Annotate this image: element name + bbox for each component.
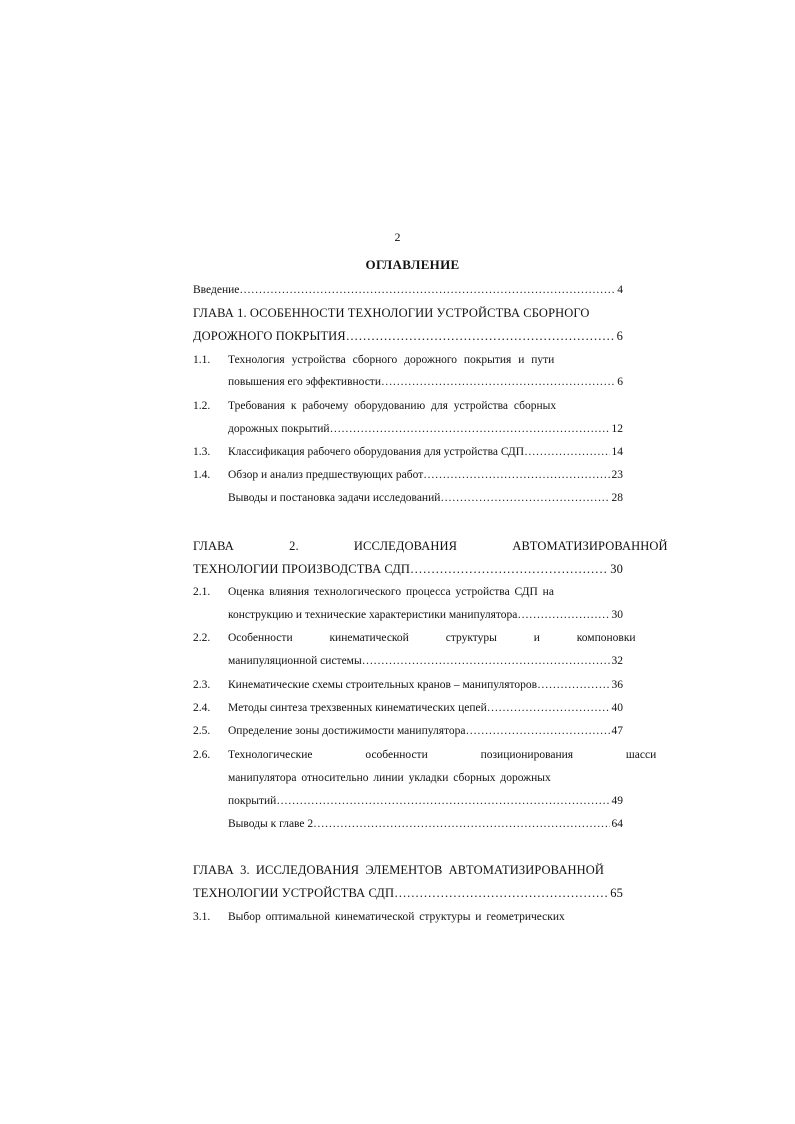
leader-dots (362, 653, 610, 669)
toc-entry-2-6-cont2: покрытий …………………………………………………………………………………………………………………… 49 (228, 793, 623, 809)
toc-entry-1-4: 1.4. Обзор и анализ предшествующих работ …………………………………………………………………………………………………………………… 23 (193, 467, 623, 483)
toc-entry-ch2-conclusions: Выводы к главе 2 …………………………………………………………………………………………………………………… 64 (228, 816, 623, 832)
leader-dots (517, 607, 609, 623)
toc-entry-1-1-cont: повышения его эффективности …………………………………………………………………………………………………………………… 6 (228, 374, 623, 390)
leader-dots (410, 561, 608, 577)
chapter-2-heading-cont: ТЕХНОЛОГИИ ПРОИЗВОДСТВА СДП …………………………………………………………………………………………………………………… 30 (193, 561, 623, 577)
toc-label: Введение (193, 284, 240, 296)
chapter-3-heading-cont: ТЕХНОЛОГИИ УСТРОЙСТВА СДП …………………………………………………………………………………………………………………… 65 (193, 885, 623, 901)
toc-entry-1-1: 1.1. Технология устройства сборного дорожного покрытия и пути (193, 354, 555, 366)
toc-entry-2-6: 2.6. Технологические особенности позиционирования шасси (193, 749, 657, 761)
toc-entry-3-1: 3.1. Выбор оптимальной кинематической структуры и геометрических (193, 911, 565, 923)
leader-dots (276, 793, 609, 809)
leader-dots (440, 490, 609, 506)
toc-entry-2-1-cont: конструкцию и технические характеристики манипулятора …………………………………………………………………………………………………………………… 30 (228, 607, 623, 623)
toc-entry-1-3: 1.3. Классификация рабочего оборудования для устройства СДП …………………………………………………………………………………………………………………… 14 (193, 444, 623, 460)
leader-dots (394, 885, 608, 901)
toc-entry-2-5: 2.5. Определение зоны достижимости манипулятора …………………………………………………………………………………………………………………… 47 (193, 723, 623, 739)
toc-entry-2-2-cont: манипуляционной системы …………………………………………………………………………………………………………………… 32 (228, 653, 623, 669)
toc-entry-intro (193, 282, 623, 298)
toc-entry-2-3: 2.3. Кинематические схемы строительных кранов – манипуляторов …………………………………………………………………………………………………………………… 36 (193, 677, 623, 693)
chapter-1-heading-cont: ДОРОЖНОГО ПОКРЫТИЯ …………………………………………………………………………………………………………………… 6 (193, 328, 623, 344)
toc-entry-2-4: 2.4. Методы синтеза трехзвенных кинематических цепей …………………………………………………………………………………………………………………… 40 (193, 700, 623, 716)
leader-dots (330, 421, 610, 437)
leader-dots (537, 677, 609, 693)
leader-dots (239, 282, 615, 298)
leader-dots (466, 723, 610, 739)
leader-dots (487, 700, 610, 716)
toc-page: 4 (617, 284, 623, 296)
leader-dots (346, 328, 615, 344)
toc-entry-1-2-cont: дорожных покрытий …………………………………………………………………………………………………………………… 12 (228, 421, 623, 437)
leader-dots (423, 467, 609, 483)
chapter-3-heading: ГЛАВА 3. ИССЛЕДОВАНИЯ ЭЛЕМЕНТОВ АВТОМАТИЗИРОВАННОЙ (193, 863, 604, 877)
page-number: 2 (394, 230, 401, 244)
toc-entry-2-2: 2.2. Особенности кинематической структуры и компоновки (193, 632, 636, 644)
chapter-2-heading: ГЛАВА 2. ИССЛЕДОВАНИЯ АВТОМАТИЗИРОВАННОЙ (193, 539, 668, 553)
leader-dots (381, 374, 615, 390)
toc-entry-ch1-conclusions: Выводы и постановка задачи исследований …………………………………………………………………………………………………………………… 28 (228, 490, 623, 506)
page-title: ОГЛАВЛЕНИЕ (365, 257, 460, 272)
toc-entry-2-6-cont1: манипулятора относительно линии укладки сборных дорожных (228, 772, 551, 784)
toc-page: 6 (616, 329, 623, 343)
chapter-1-heading: ГЛАВА 1. ОСОБЕННОСТИ ТЕХНОЛОГИИ УСТРОЙСТВА СБОРНОГО (193, 306, 590, 320)
leader-dots (313, 816, 609, 832)
leader-dots (524, 444, 609, 460)
toc-entry-2-1: 2.1. Оценка влияния технологического процесса устройства СДП на (193, 586, 554, 598)
toc-entry-1-2: 1.2. Требования к рабочему оборудованию для устройства сборных (193, 400, 557, 412)
